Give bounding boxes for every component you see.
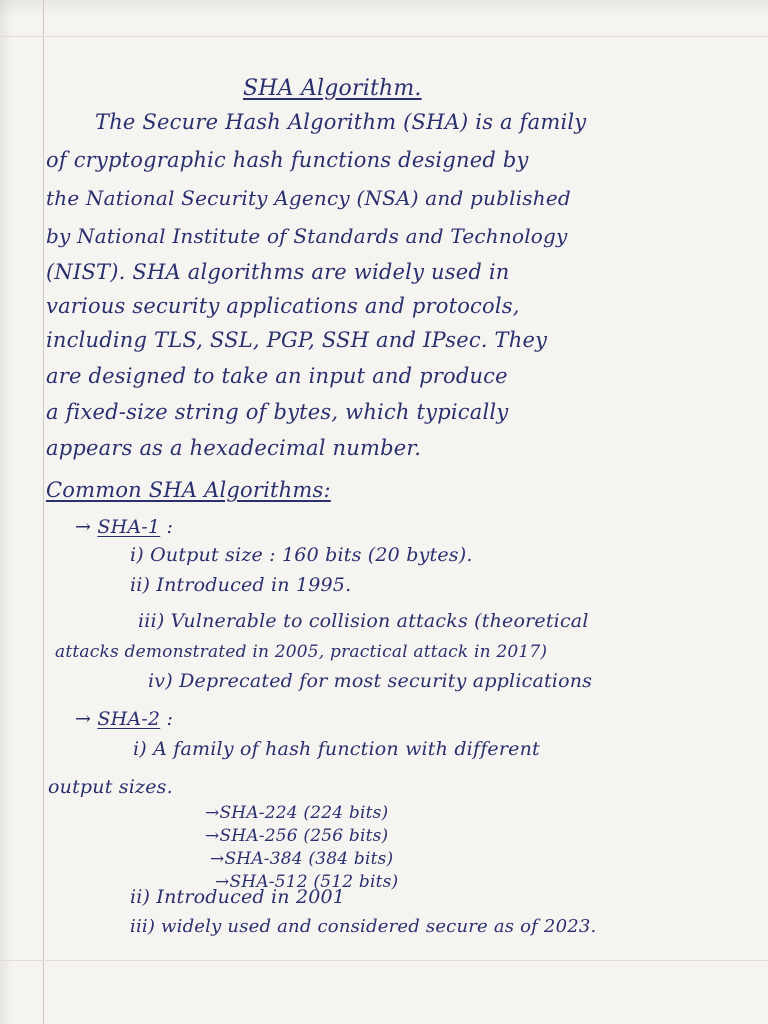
- sha1-heading: [75, 516, 173, 538]
- arrow-icon: →: [75, 516, 92, 538]
- sha2-item: ii) Introduced in 2001: [130, 886, 346, 908]
- sha2-variant: →SHA-384 (384 bits): [210, 849, 394, 869]
- sha1-label: SHA-1: [97, 516, 161, 538]
- arrow-icon: →: [75, 708, 92, 730]
- section-heading: [46, 478, 331, 502]
- intro-line: The Secure Hash Algorithm (SHA) is a family: [95, 110, 587, 134]
- sha2-variant: →SHA-512 (512 bits): [215, 872, 399, 892]
- margin-line: [43, 0, 44, 1024]
- sha1-item: attacks demonstrated in 2005, practical attack in 2017): [55, 642, 548, 662]
- sha1-suffix: :: [166, 516, 174, 538]
- intro-line: by National Institute of Standards and Technology: [46, 224, 568, 248]
- sha2-suffix: :: [166, 708, 174, 730]
- page-rule: [0, 960, 768, 961]
- intro-line: (NIST). SHA algorithms are widely used in: [46, 260, 510, 284]
- intro-line: a fixed-size string of bytes, which typically: [46, 400, 509, 424]
- intro-line: appears as a hexadecimal number.: [46, 436, 422, 460]
- intro-line: of cryptographic hash functions designed by: [46, 148, 529, 172]
- sha2-heading: [75, 708, 173, 730]
- sha2-variant: →SHA-224 (224 bits): [205, 803, 389, 823]
- page-title: SHA Algorithm.: [243, 76, 422, 101]
- page-rule: [0, 36, 768, 37]
- intro-line: the National Security Agency (NSA) and published: [46, 186, 571, 210]
- intro-line: are designed to take an input and produce: [46, 364, 508, 388]
- sha2-item: output sizes.: [48, 776, 173, 798]
- section-heading-text: Common SHA Algorithms:: [46, 478, 331, 502]
- intro-line: including TLS, SSL, PGP, SSH and IPsec. They: [46, 328, 548, 352]
- sha1-item: iv) Deprecated for most security applications: [148, 670, 593, 692]
- sha2-item: i) A family of hash function with different: [133, 738, 540, 760]
- intro-line: various security applications and protocols,: [46, 294, 520, 318]
- sha2-label: SHA-2: [97, 708, 161, 730]
- sha1-item: i) Output size : 160 bits (20 bytes).: [130, 544, 473, 566]
- sha1-item: ii) Introduced in 1995.: [130, 574, 352, 596]
- sha1-item: iii) Vulnerable to collision attacks (theoretical: [138, 610, 589, 632]
- sha2-variant: →SHA-256 (256 bits): [205, 826, 389, 846]
- sha2-item: iii) widely used and considered secure as of 2023.: [130, 916, 597, 937]
